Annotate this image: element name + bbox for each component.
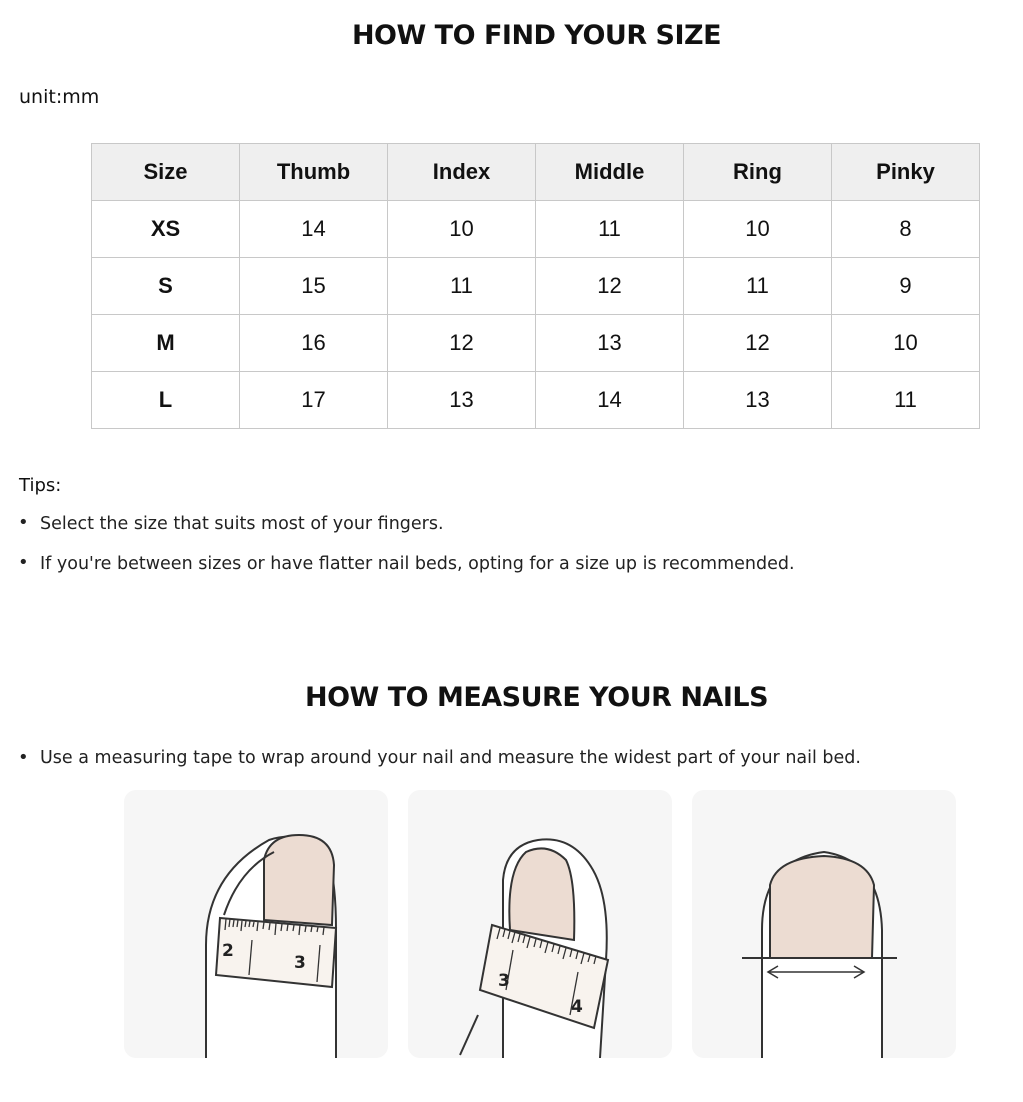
- table-cell: 17: [240, 372, 388, 429]
- table-cell: 12: [684, 315, 832, 372]
- finger-tape-illustration: [408, 790, 672, 1058]
- tip-item: • If you're between sizes or have flatter nail beds, opting for a size up is recommended.: [16, 553, 795, 593]
- column-header-middle: Middle: [536, 144, 684, 201]
- page-title: HOW TO FIND YOUR SIZE: [351, 20, 722, 51]
- tape-label: 2: [222, 941, 234, 961]
- table-cell: 12: [388, 315, 536, 372]
- measure-instructions: [16, 748, 861, 768]
- tip-item: • Select the size that suits most of your fingers.: [16, 513, 795, 553]
- size-cell: XS: [92, 201, 240, 258]
- table-row: [92, 315, 980, 372]
- table-cell: 11: [536, 201, 684, 258]
- column-header-ring: Ring: [684, 144, 832, 201]
- measure-title: HOW TO MEASURE YOUR NAILS: [304, 682, 769, 713]
- table-cell: 14: [240, 201, 388, 258]
- table-cell: 10: [684, 201, 832, 258]
- table-cell: 9: [832, 258, 980, 315]
- finger-tape-illustration: [124, 790, 388, 1058]
- nail-width-illustration: [692, 790, 956, 1058]
- table-header-row: [92, 144, 980, 201]
- table-cell: 14: [536, 372, 684, 429]
- table-row: [92, 201, 980, 258]
- column-header-index: Index: [388, 144, 536, 201]
- measure-illustration-1: [124, 790, 388, 1058]
- unit-label: unit:mm: [19, 86, 100, 108]
- size-cell: M: [92, 315, 240, 372]
- tips-label: Tips:: [19, 475, 62, 496]
- table-cell: 11: [388, 258, 536, 315]
- column-header-pinky: Pinky: [832, 144, 980, 201]
- measure-instruction: • Use a measuring tape to wrap around your nail and measure the widest part of your nail bed.: [16, 748, 861, 768]
- table-cell: 13: [388, 372, 536, 429]
- measure-illustration-3: [692, 790, 956, 1058]
- table-cell: 16: [240, 315, 388, 372]
- table-cell: 10: [832, 315, 980, 372]
- table-cell: 11: [684, 258, 832, 315]
- table-row: [92, 372, 980, 429]
- tape-label: 3: [498, 971, 510, 991]
- size-table: [91, 143, 980, 429]
- size-cell: S: [92, 258, 240, 315]
- table-cell: 8: [832, 201, 980, 258]
- size-cell: L: [92, 372, 240, 429]
- column-header-size: Size: [92, 144, 240, 201]
- tape-label: 3: [294, 953, 306, 973]
- table-row: [92, 258, 980, 315]
- table-cell: 13: [684, 372, 832, 429]
- table-cell: 12: [536, 258, 684, 315]
- tape-label: 4: [571, 997, 583, 1017]
- table-cell: 13: [536, 315, 684, 372]
- measure-illustration-2: [408, 790, 672, 1058]
- table-cell: 15: [240, 258, 388, 315]
- table-cell: 10: [388, 201, 536, 258]
- table-cell: 11: [832, 372, 980, 429]
- column-header-thumb: Thumb: [240, 144, 388, 201]
- tips-list: [16, 513, 795, 593]
